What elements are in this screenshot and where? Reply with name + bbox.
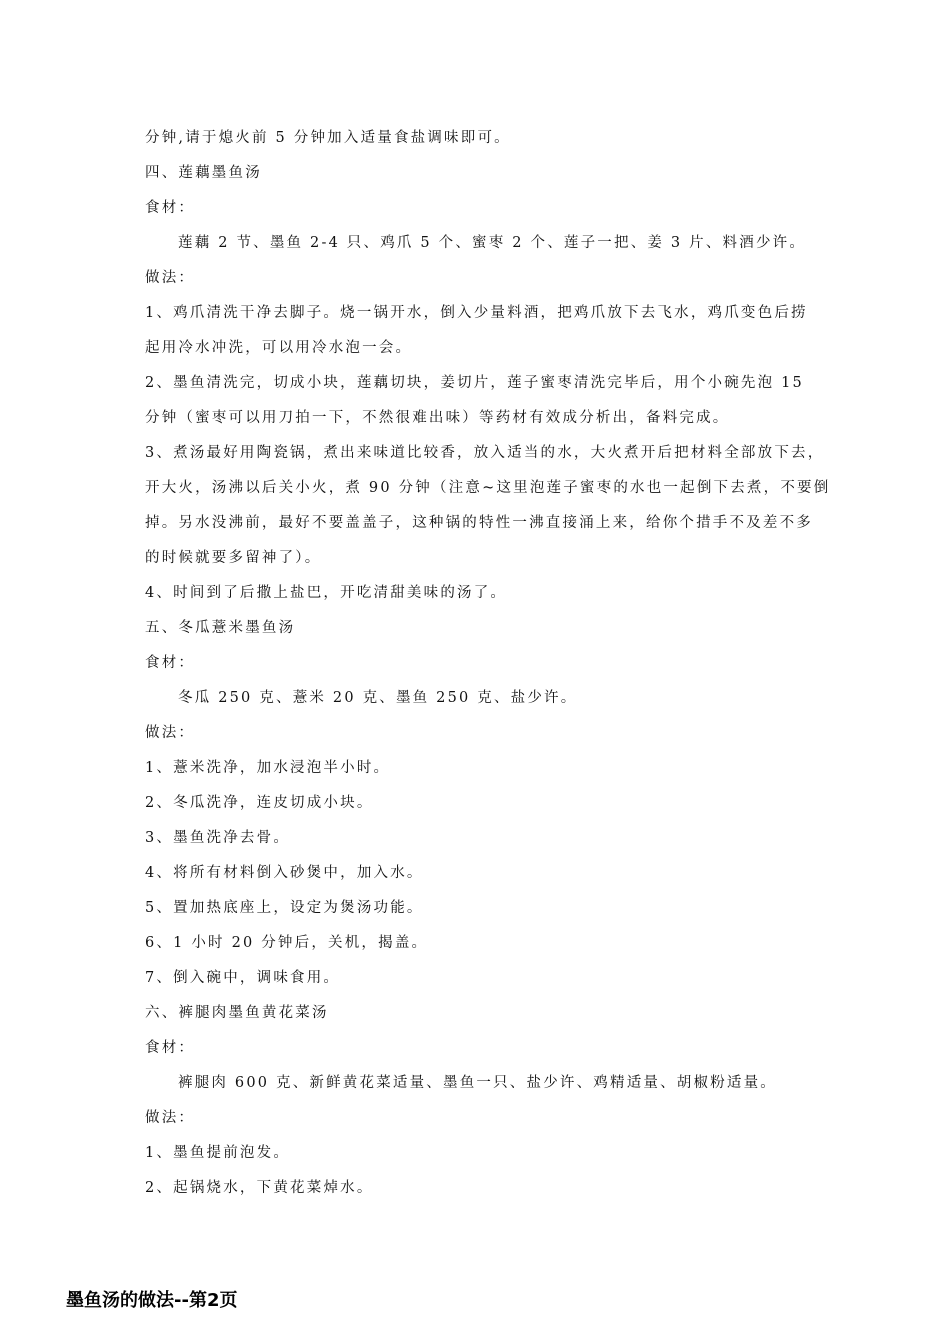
step-line: 2、起锅烧水，下黄花菜焯水。 — [145, 1180, 374, 1196]
step-line: 2、墨鱼清洗完，切成小块，莲藕切块，姜切片，莲子蜜枣清洗完毕后，用个小碗先泡 15 — [145, 375, 804, 391]
method-label: 做法： — [145, 1110, 196, 1126]
step-line: 4、时间到了后撒上盐巴，开吃清甜美味的汤了。 — [145, 585, 508, 601]
section-heading: 四、莲藕墨鱼汤 — [145, 165, 262, 181]
ingredients-text: 冬瓜 250 克、薏米 20 克、墨鱼 250 克、盐少许。 — [178, 690, 578, 706]
step-line: 分钟（蜜枣可以用刀拍一下，不然很难出味）等药材有效成分析出，备料完成。 — [145, 410, 730, 426]
ingredients-text: 莲藕 2 节、墨鱼 2-4 只、鸡爪 5 个、蜜枣 2 个、莲子一把、姜 3 片、料酒少许。 — [178, 235, 807, 251]
step-line: 的时候就要多留神了）。 — [145, 550, 322, 566]
step-line: 起用冷水冲洗，可以用冷水泡一会。 — [145, 340, 413, 356]
section-heading: 五、冬瓜薏米墨鱼汤 — [145, 620, 296, 636]
step-line: 6、1 小时 20 分钟后，关机，揭盖。 — [145, 935, 429, 951]
ingredients-label: 食材： — [145, 200, 196, 216]
ingredients-label: 食材： — [145, 655, 196, 671]
ingredients-text: 裤腿肉 600 克、新鲜黄花菜适量、墨鱼一只、盐少许、鸡精适量、胡椒粉适量。 — [178, 1075, 777, 1091]
text-line: 分钟,请于熄火前 5 分钟加入适量食盐调味即可。 — [145, 130, 511, 146]
ingredients-label: 食材： — [145, 1040, 196, 1056]
section-heading: 六、裤腿肉墨鱼黄花菜汤 — [145, 1005, 329, 1021]
step-line: 2、冬瓜洗净，连皮切成小块。 — [145, 795, 374, 811]
step-line: 4、将所有材料倒入砂煲中，加入水。 — [145, 865, 424, 881]
step-line: 3、煮汤最好用陶瓷锅，煮出来味道比较香，放入适当的水，大火煮开后把材料全部放下去， — [145, 445, 825, 461]
method-label: 做法： — [145, 725, 196, 741]
step-line: 1、鸡爪清洗干净去脚子。烧一锅开水，倒入少量料酒，把鸡爪放下去飞水，鸡爪变色后捞 — [145, 305, 808, 321]
step-line: 1、薏米洗净，加水浸泡半小时。 — [145, 760, 391, 776]
step-line: 1、墨鱼提前泡发。 — [145, 1145, 291, 1161]
step-line: 5、置加热底座上，设定为煲汤功能。 — [145, 900, 424, 916]
page-footer: 墨鱼汤的做法--第2页 — [66, 1290, 238, 1311]
step-line: 7、倒入碗中，调味食用。 — [145, 970, 341, 986]
step-line: 3、墨鱼洗净去骨。 — [145, 830, 291, 846]
step-line: 开大火，汤沸以后关小火，煮 90 分钟（注意~这里泡莲子蜜枣的水也一起倒下去煮，不要倒 — [145, 480, 831, 496]
method-label: 做法： — [145, 270, 196, 286]
step-line: 掉。另水没沸前，最好不要盖盖子，这种锅的特性一沸直接涌上来，给你个措手不及差不多 — [145, 515, 813, 531]
